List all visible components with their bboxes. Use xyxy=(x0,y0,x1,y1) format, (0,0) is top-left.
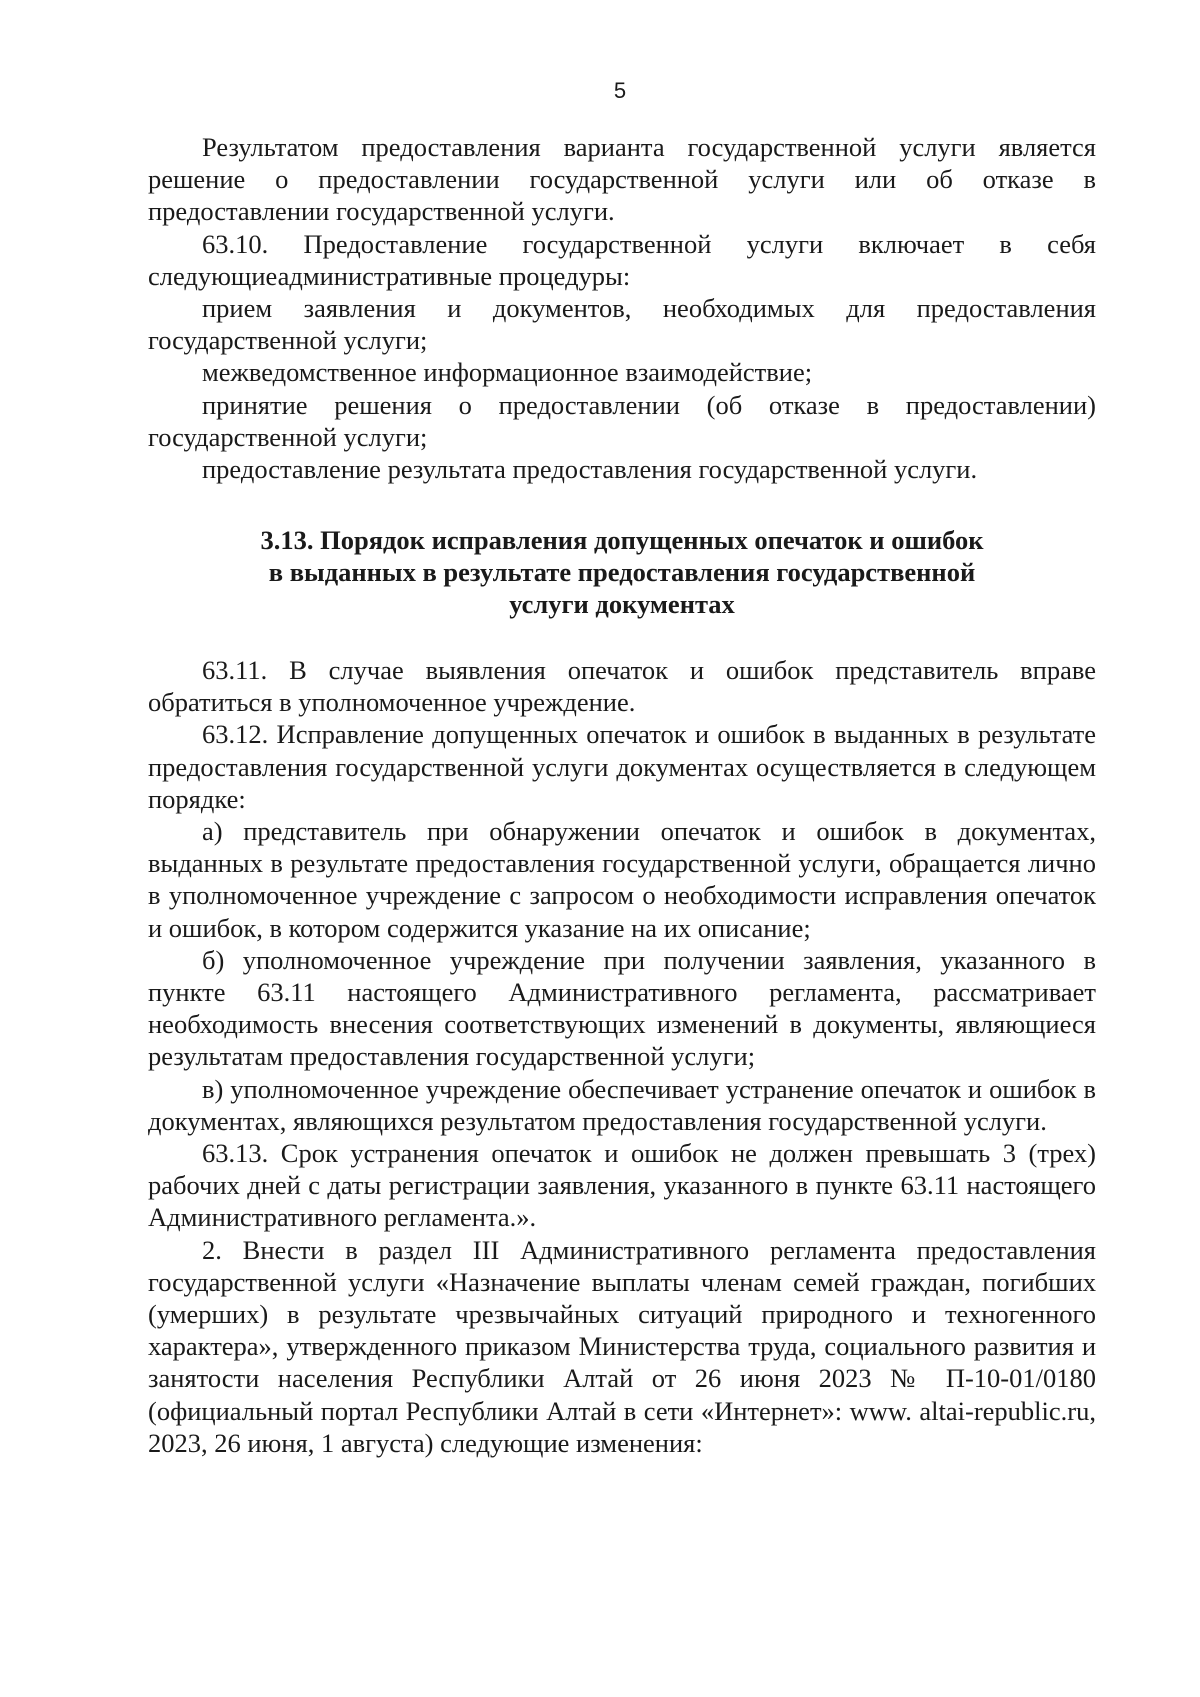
heading-line-3: услуги документах xyxy=(509,589,735,619)
paragraph-item-2: 2. Внести в раздел III Административного регламента предоставления государственной услуги «Назначение выплаты членам семей граждан, погибших (умерших) в результате чрезвычайных ситуаций природного и техногенного характера», утвержденного приказом Министерства труда, социального развития и занятости населения Республики Алтай от 26 июня 2023 № П-10-01/0180 (официальный портал Республики Алтай в сети «Интернет»: www. altai-republic.ru, 2023, 26 июня, 1 августа) следующие изменения: xyxy=(148,1234,1096,1458)
list-item-v: в) уполномоченное учреждение обеспечивает устранение опечаток и ошибок в документах, являющихся результатом предоставления государственной услуги. xyxy=(148,1073,1096,1136)
text-block-top xyxy=(148,131,1096,485)
list-item-b: б) уполномоченное учреждение при получении заявления, указанного в пункте 63.11 настоящего Административного регламента, рассматривает необходимость внесения соответствующих изменений в документы, являющиеся результатам предоставления государственной услуги; xyxy=(148,944,1096,1072)
list-item-result-delivery: предоставление результата предоставления государственной услуги. xyxy=(202,454,978,485)
paragraph-63-10: 63.10. Предоставление государственной услуги включает в себя следующиеадминистративные процедуры: xyxy=(148,228,1096,291)
paragraph-63-11: 63.11. В случае выявления опечаток и ошибок представитель вправе обратиться в уполномоченное учреждение. xyxy=(148,655,1096,718)
paragraph-63-13: 63.13. Срок устранения опечаток и ошибок не должен превышать 3 (трех) рабочих дней с даты регистрации заявления, указанного в пункте 63.11 настоящего Административного регламента.». xyxy=(148,1138,1096,1233)
heading-line-2: в выданных в результате предоставления государственной xyxy=(268,557,976,587)
paragraph-63-12: 63.12. Исправление допущенных опечаток и ошибок в выданных в результате предоставления государственной услуги документах осуществляется в следующем порядке: xyxy=(148,719,1096,814)
list-item-application-intake: прием заявления и документов, необходимых для предоставления государственной услуги; xyxy=(148,293,1096,356)
text-block-bottom xyxy=(148,654,1096,1459)
list-item-a: а) представитель при обнаружении опечаток и ошибок в документах, выданных в результате предоставления государственной услуги, обращается лично в уполномоченное учреждение с запросом о необходимости исправления опечаток и ошибок, в котором содержится указание на их описание; xyxy=(148,816,1096,943)
list-item-decision: принятие решения о предоставлении (об отказе в предоставлении) государственной услуги; xyxy=(148,389,1096,452)
page-number: 5 xyxy=(613,78,627,103)
paragraph-result: Результатом предоставления варианта государственной услуги является решение о предоставлении государственной услуги или об отказе в предоставлении государственной услуги. xyxy=(148,132,1096,227)
list-item-interagency: межведомственное информационное взаимодействие; xyxy=(202,357,813,388)
heading-line-1: 3.13. Порядок исправления допущенных опечаток и ошибок xyxy=(260,525,984,555)
section-heading-3-13 xyxy=(148,524,1096,620)
